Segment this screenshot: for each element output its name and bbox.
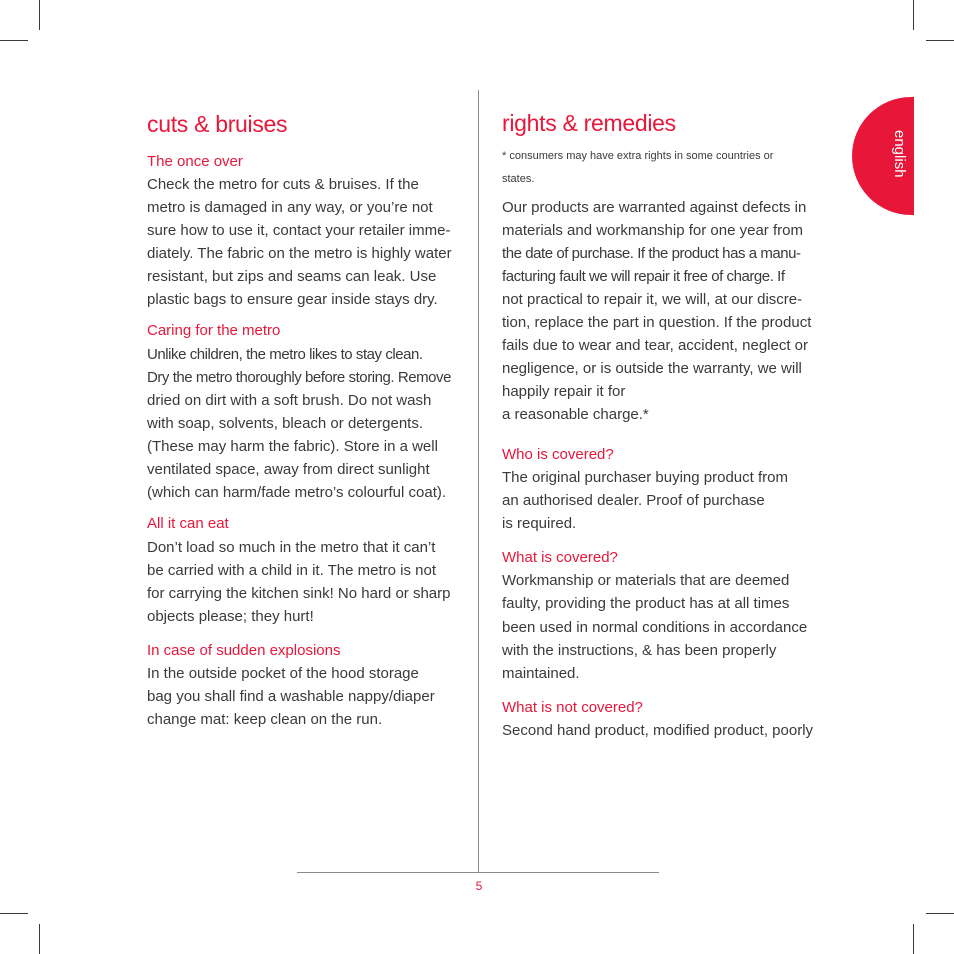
language-tab-label: english [891,130,908,178]
body-line: is required. [502,515,577,532]
body-line: the date of purchase. If the product has a manu- [502,245,801,262]
body-line: facturing fault we will repair it free of charge. If [502,268,785,285]
body-line: with soap, solvents, bleach or detergents. [147,415,423,432]
body-line: resistant, but zips and seams can leak. Use [147,268,437,285]
body-line: Don’t load so much in the metro that it can’t [147,539,436,556]
body-line: dried on dirt with a soft brush. Do not wash [147,392,432,409]
body-line: The original purchaser buying product from [502,469,788,486]
section-title-cuts-bruises: cuts & bruises [147,111,288,137]
body-line: (which can harm/fade metro’s colourful coat). [147,484,447,501]
body-line: happily repair it for [502,383,626,400]
body-line: plastic bags to ensure gear inside stays dry. [147,291,438,308]
crop-mark [926,40,954,41]
subheading-caring: Caring for the metro [147,322,281,339]
body-line: an authorised dealer. Proof of purchase [502,492,765,509]
body-line: not practical to repair it, we will, at our discre- [502,291,803,308]
column-divider [478,90,479,872]
crop-mark [0,40,28,41]
subheading-once-over: The once over [147,153,243,170]
crop-mark [913,0,914,30]
footer-rule [297,872,659,873]
crop-mark [926,913,954,914]
body-line: faulty, providing the product has at all times [502,595,790,612]
section-title-rights-remedies: rights & remedies [502,110,676,136]
footnote-line: * consumers may have extra rights in some countries or [502,150,774,162]
body-line: Dry the metro thoroughly before storing. Remove [147,369,452,386]
body-line: materials and workmanship for one year from [502,222,803,239]
subheading-sudden-explosions: In case of sudden explosions [147,642,341,659]
page-number: 5 [475,879,483,893]
footnote-line: states. [502,173,535,185]
crop-mark [913,924,914,954]
body-line: with the instructions, & has been properly [502,642,777,659]
body-line: a reasonable charge.* [502,406,649,423]
body-line: tion, replace the part in question. If the product [502,314,812,331]
subheading-what-covered: What is covered? [502,549,618,566]
body-line: objects please; they hurt! [147,608,314,625]
crop-mark [0,913,28,914]
subheading-all-it-can-eat: All it can eat [147,515,229,532]
body-line: (These may harm the fabric). Store in a well [147,438,438,455]
body-line: Unlike children, the metro likes to stay clean. [147,346,423,363]
body-line: be carried with a child in it. The metro is not [147,562,437,579]
body-line: Workmanship or materials that are deemed [502,572,790,589]
body-line: Our products are warranted against defects in [502,199,807,216]
crop-mark [39,924,40,954]
body-line: In the outside pocket of the hood storage [147,665,419,682]
body-line: sure how to use it, contact your retailer imme- [147,222,451,239]
body-line: metro is damaged in any way, or you’re not [147,199,433,216]
body-line: for carrying the kitchen sink! No hard or sharp [147,585,451,602]
body-line: Second hand product, modified product, poorly [502,722,814,739]
subheading-who-covered: Who is covered? [502,446,614,463]
subheading-what-not-covered: What is not covered? [502,699,643,716]
body-line: been used in normal conditions in accordance [502,619,808,636]
body-line: diately. The fabric on the metro is highly water [147,245,452,262]
body-line: negligence, or is outside the warranty, we will [502,360,802,377]
body-line: ventilated space, away from direct sunlight [147,461,430,478]
body-line: bag you shall find a washable nappy/diaper [147,688,435,705]
body-line: change mat: keep clean on the run. [147,711,383,728]
body-line: Check the metro for cuts & bruises. If the [147,176,419,193]
body-line: fails due to wear and tear, accident, neglect or [502,337,809,354]
body-line: maintained. [502,665,580,682]
crop-mark [39,0,40,30]
